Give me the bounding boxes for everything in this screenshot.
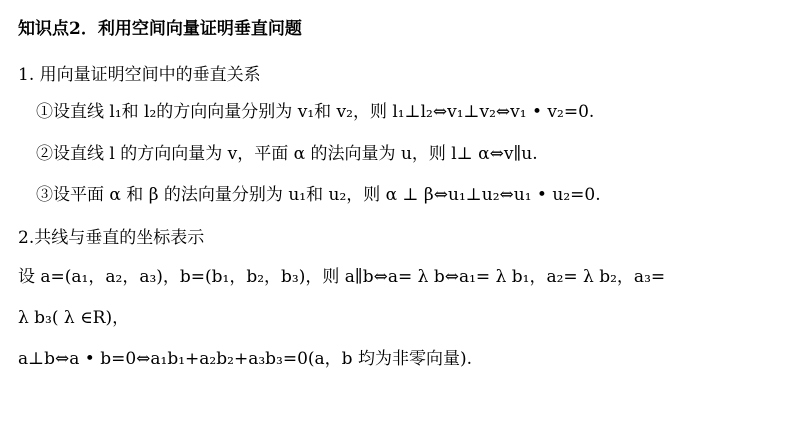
rule-plane-plane: ③设平面 α 和 β 的法向量分别为 u₁和 u₂，则 α ⊥ β⇔u₁⊥u₂⇔u₁ • u₂=0.: [36, 185, 601, 205]
perpendicular-condition: a⊥b⇔a • b=0⇔a₁b₁+a₂b₂+a₃b₃=0(a，b 均为非零向量).: [18, 349, 472, 369]
rule-line-line: ①设直线 l₁和 l₂的方向向量分别为 v₁和 v₂，则 l₁⊥l₂⇔v₁⊥v₂⇔v₁ • v₂=0.: [36, 102, 595, 122]
subheading-coordinates: 2.共线与垂直的坐标表示: [18, 228, 205, 248]
collinear-condition: 设 a=(a₁，a₂，a₃)，b=(b₁，b₂，b₃)，则 a∥b⇔a= λ b⇔a₁= λ b₁，a₂= λ b₂，a₃=: [18, 267, 666, 287]
collinear-condition-continued: λ b₃( λ ∈R)，: [18, 308, 130, 328]
subheading-perpendicular-relations: 1. 用向量证明空间中的垂直关系: [18, 65, 261, 85]
rule-line-plane: ②设直线 l 的方向向量为 v，平面 α 的法向量为 u，则 l⊥ α⇔v∥u.: [36, 144, 538, 164]
section-title: 知识点2．利用空间向量证明垂直问题: [18, 19, 302, 39]
